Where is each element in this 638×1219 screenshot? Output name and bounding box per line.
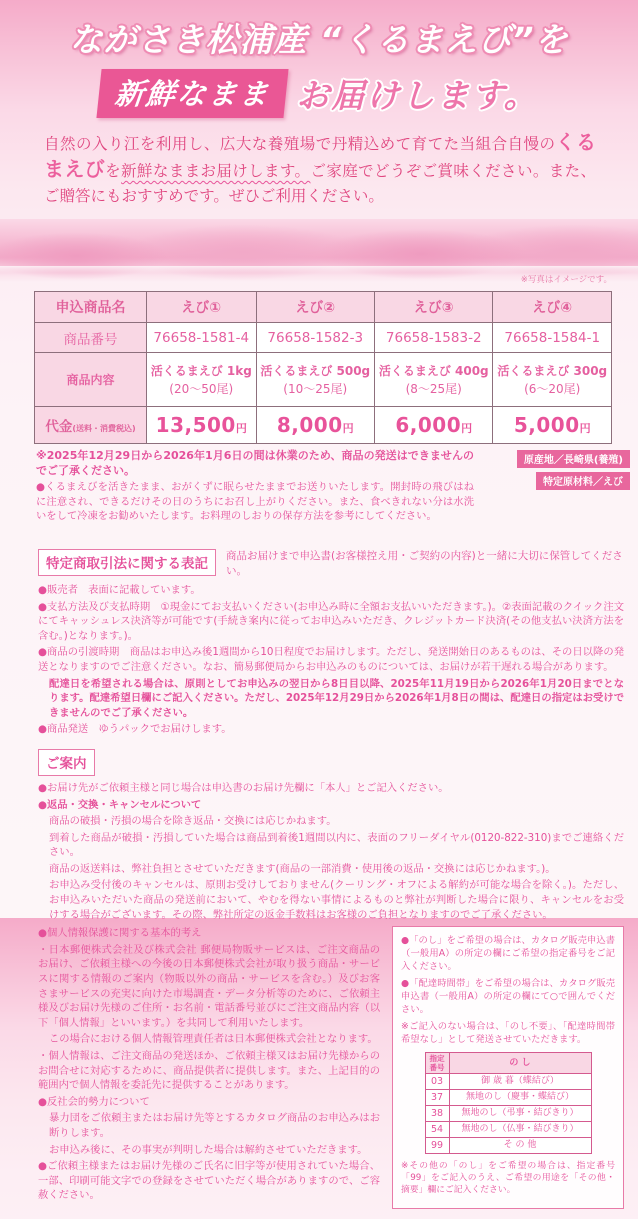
content-line2: (8〜25尾) [405, 381, 462, 396]
antisocial-line: 暴力団をご依頼主またはお届け先等とするカタログ商品のお申込みはお断りします。 [49, 1112, 380, 1139]
noshi-row [425, 1074, 591, 1090]
product-name: えび① [147, 292, 257, 323]
deliver-text: お届けします。 [296, 76, 539, 115]
main-title-line1: ながさき松浦産 “くるまえび”を [69, 20, 569, 59]
noshi-label: 無地のし（仏事・結びきり） [449, 1122, 591, 1138]
delivery-date-line: 配達日を希望される場合は、原則としてお申込みの翌日から8日目以降、2025年11月19日から2026年1月20日までとなります。配達希望日欄にご記入ください。ただし、2025年12月29日から2026年1月8日の間は、配達日の指定はお受けできませんのでご了承ください。 [49, 677, 624, 719]
content-line2: (20〜50尾) [169, 381, 234, 396]
holiday-note: ※2025年12月29日から2026年1月6日の間は休業のため、商品の発送はできませんのでご了承ください。 [36, 449, 474, 477]
content-line1: 活くるまえび 300g [497, 363, 608, 378]
content-line2: (10〜25尾) [283, 381, 348, 396]
privacy-line: ・個人情報は、ご注文商品の発送ほか、ご依頼主様又はお届け先様からのお問合せに対応するために、商品提供者に提供します。また、上記目的の範囲内で個人情報を委託先に提供することがあります。 [38, 1050, 380, 1092]
noshi-col1-header: 指定番号 [425, 1053, 449, 1074]
product-code: 76658-1583-2 [374, 323, 492, 353]
product-content [256, 353, 374, 407]
shipping-line: ●商品発送 ゆうパックでお届けします。 [38, 723, 232, 736]
returns-line: 商品の破損・汚損の場合を除き返品・交換には応じかねます。 [49, 815, 337, 828]
privacy-title: ●個人情報保護に関する基本的考え [38, 927, 202, 940]
product-price [374, 407, 492, 444]
privacy-line: この場合における個人情報管理責任者は日本郵便株式会社となります。 [49, 1033, 378, 1046]
content-line1: 活くるまえび 500g [260, 363, 371, 378]
yen-unit: 円 [461, 422, 473, 435]
product-price [147, 407, 257, 444]
price-label: 代金 [45, 419, 73, 435]
noshi-label: 無地のし（弔事・結びきり） [449, 1106, 591, 1122]
live-shrimp-note: ●くるまえびを活きたまま、おがくずに眠らせたままでお送りいたします。開封時の飛びはねに注意され、できるだけその日のうちにお召し上がりください。また、食べきれない分は水洗いをして冷凍をお勧めいたします。お料理のしおりの保存方法を参考にしてください。 [36, 481, 474, 523]
price-value: 5,000 [513, 413, 580, 437]
noshi-row [425, 1122, 591, 1138]
noshi-number: 54 [425, 1122, 449, 1138]
fresh-highlight-box: 新鮮なまま [97, 69, 289, 118]
tokutei-title-row [38, 548, 624, 578]
product-code: 76658-1581-4 [147, 323, 257, 353]
intro-paragraph [0, 118, 638, 209]
noshi-label: 御 歳 暮（蝶結び） [449, 1074, 591, 1090]
product-table [34, 291, 612, 444]
price-value: 6,000 [395, 413, 462, 437]
photo-disclaimer: ※写真はイメージです。 [520, 275, 612, 285]
product-name: えび③ [374, 292, 492, 323]
noshi-label: そ の 他 [449, 1138, 591, 1154]
returns-line: 到着した商品が破損・汚損していた場合は商品到着後1週間以内に、表面のフリーダイヤル(0120-822-310)までご連絡ください。 [49, 831, 624, 859]
table-notes-section [0, 444, 638, 526]
main-title-line2 [0, 69, 638, 118]
price-value: 8,000 [276, 413, 343, 437]
noshi-number: 37 [425, 1090, 449, 1106]
noshi-header-row [425, 1053, 591, 1074]
intro-part2: を [105, 162, 122, 180]
legal-panel [0, 542, 638, 1219]
noshi-number: 03 [425, 1074, 449, 1090]
allergen-badge: 特定原材料／えび [536, 472, 630, 490]
row-header-code: 商品番号 [35, 323, 147, 353]
bottom-columns [38, 926, 624, 1209]
header-banner [0, 0, 638, 118]
noshi-number: 99 [425, 1138, 449, 1154]
same-address-line: ●お届け先がご依頼主様と同じ場合は申込書のお届け先欄に「本人」とご記入ください。 [38, 781, 449, 794]
yen-unit: 円 [235, 422, 247, 435]
antisocial-title: ●反社会的勢力について [38, 1095, 150, 1108]
product-name: えび② [256, 292, 374, 323]
product-name: えび④ [493, 292, 612, 323]
keep-note: 商品お届けまで申込書(お客様控え用・ご契約の内容)と一緒に大切に保管してください。 [226, 549, 623, 577]
noshi-bullet2: ●「配達時間帯」をご希望の場合は、カタログ販売申込書（一般用A）の所定の欄にて○で囲んでください。 [401, 978, 615, 1016]
content-line2: (6〜20尾) [524, 381, 581, 396]
noshi-table [425, 1052, 592, 1154]
noshi-row [425, 1106, 591, 1122]
table-notes [36, 449, 474, 526]
product-code: 76658-1584-1 [493, 323, 612, 353]
payment-line: ●支払方法及び支払時期 ①現金にてお支払いください(お申込み時に全額お支払いいただきます。)。②表面記載のクイック注文にてキャッシュレス決済等が可能です(手続き案内に従ってお申込みいただき、クレジットカード決済(その他支払い決済方法を含む。)となります。)。 [38, 600, 624, 642]
price-sublabel: (送料・消費税込) [72, 424, 136, 433]
table-row-product-name [35, 292, 612, 323]
goannai-section-title: ご案内 [38, 749, 95, 776]
tokutei-body [38, 583, 624, 737]
origin-badge: 原産地／長崎県(養殖) [517, 450, 630, 468]
table-row-product-content [35, 353, 612, 407]
goannai-body [38, 781, 624, 922]
coastline-photo [0, 219, 638, 283]
product-code: 76658-1582-3 [256, 323, 374, 353]
returns-line: 商品の返送料は、弊社負担とさせていただきます(商品の一部消費・使用後の返品・交換には応じかねます。)。 [49, 862, 556, 875]
row-header-content: 商品内容 [35, 353, 147, 407]
intro-highlight-kurumaebi: くるまえび [44, 130, 596, 181]
noshi-note: ※ご記入のない場合は、「のし不要」、「配達時間帯希望なし」として発送させていただきます。 [401, 1021, 615, 1046]
privacy-line: ・日本郵便株式会社及び株式会社 郵便局物販サービスは、ご注文商品のお届け、ご依頼主様への今後の日本郵便株式会社が取り扱う商品・サービスに関する情報のご案内（物販以外の商品・サービスを含む。）及びお客さまサービスの充実に向けた市場調査・データ分析等のために、ご依頼主様及びお届け先様のご住所・お名前・電話番号並びにご注文商品内容（以下「個人情報」といいます。）を共同して利用いたします。 [38, 943, 380, 1029]
tokutei-section-title: 特定商取引法に関する表記 [38, 549, 216, 576]
intro-part1: 自然の入り江を利用し、広大な養殖場で丹精込めて育てた当組合自慢の [44, 135, 556, 153]
noshi-col2-header: の し [449, 1053, 591, 1074]
row-header-name: 申込商品名 [35, 292, 147, 323]
table-row-product-price [35, 407, 612, 444]
oldchar-line: ●ご依頼主様またはお届け先様のご氏名に旧字等が使用されていた場合、一部、印刷可能文字での登録をさせていただく場合がありますので、ご容赦ください。 [38, 1160, 380, 1202]
noshi-footnote: ※その他の「のし」をご希望の場合は、指定番号「99」をご記入のうえ、ご希望の用途を「その他・摘要」欄にご記入ください。 [401, 1161, 615, 1196]
noshi-bullet1: ●「のし」をご希望の場合は、カタログ販売申込書（一般用A）の所定の欄にご希望の指定番号をご記入ください。 [401, 935, 615, 973]
noshi-row [425, 1090, 591, 1106]
goannai-title-row [38, 749, 624, 776]
noshi-row [425, 1138, 591, 1154]
product-price [256, 407, 374, 444]
table-row-product-code [35, 323, 612, 353]
info-badges [480, 449, 630, 526]
privacy-column [38, 926, 380, 1209]
returns-line: お申込み受付後のキャンセルは、原則お受けしておりません(クーリング・オフによる解約が可能な場合を除く。)。ただし、お申込みいただいた商品の発送前において、やむを得ない事情によるものと弊社が判断した場合に限り、キャンセルをお受けする場合がございます。その際、弊社所定の返金手数料はお客様のご負担となりますのでご了承ください。 [49, 879, 624, 921]
product-content [374, 353, 492, 407]
noshi-info-box [392, 926, 624, 1209]
row-header-price [35, 407, 147, 444]
yen-unit: 円 [579, 422, 591, 435]
delivery-time-line: ●商品の引渡時期 商品はお申込み後1週間から10日程度でお届けします。ただし、発送開始日のあるものは、その日以降の発送となりますのでご注意ください。なお、簡易郵便局からお申込みのものについては、お届けが若干遅れる場合があります。 [38, 646, 624, 673]
product-content [493, 353, 612, 407]
yen-unit: 円 [342, 422, 354, 435]
content-line1: 活くるまえび 1kg [150, 363, 252, 378]
seller-line: ●販売者 表面に記載しています。 [38, 583, 201, 596]
price-value: 13,500 [155, 413, 236, 437]
product-content [147, 353, 257, 407]
noshi-number: 38 [425, 1106, 449, 1122]
antisocial-line: お申込み後に、その事実が判明した場合は解約させていただきます。 [49, 1143, 368, 1156]
noshi-label: 無地のし（慶事・蝶結び） [449, 1090, 591, 1106]
returns-title: ●返品・交換・キャンセルについて [38, 798, 202, 811]
content-line1: 活くるまえび 400g [378, 363, 489, 378]
intro-underlined: 新鮮なままお届けします。 [121, 162, 311, 180]
intro-part3: ご家庭でどうぞご賞味ください。また、ご贈答にもおすすめです。ぜひご利用ください。 [44, 162, 596, 205]
product-table-section [0, 283, 638, 444]
product-price [493, 407, 612, 444]
